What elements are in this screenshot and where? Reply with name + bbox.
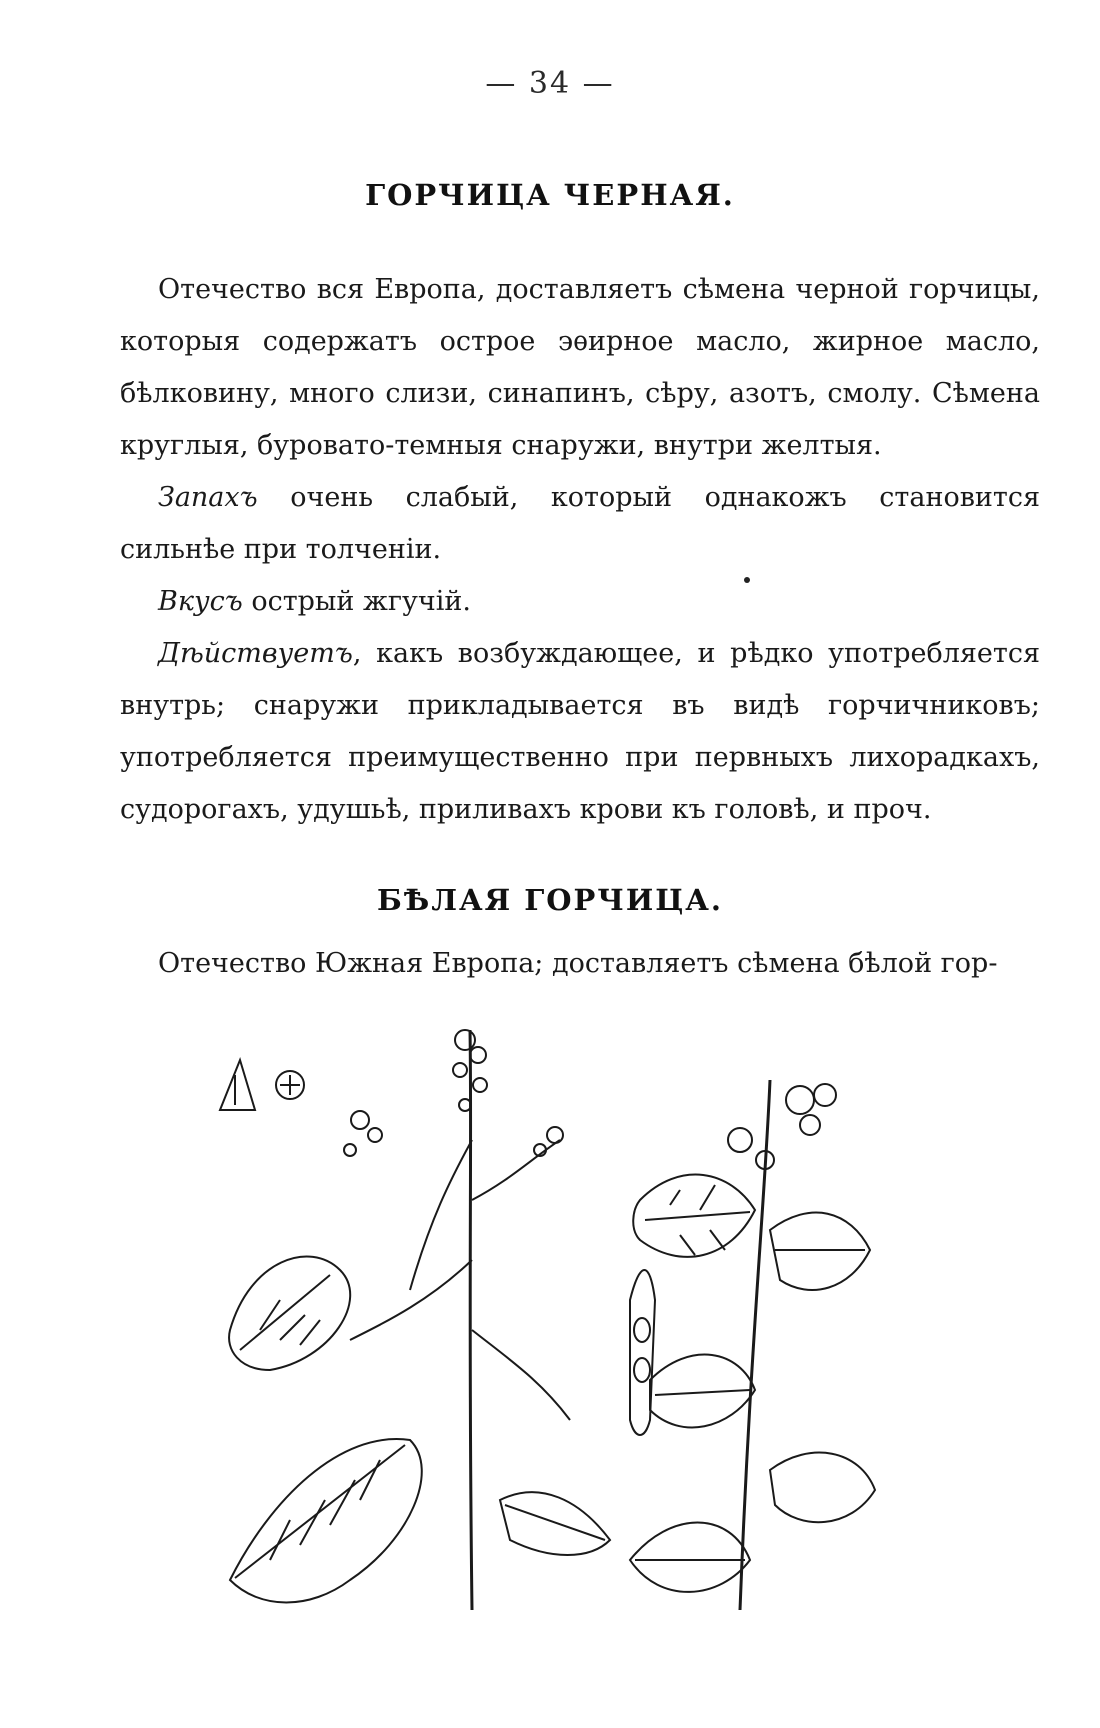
section-body-black-mustard <box>120 264 1040 836</box>
smell-text: очень слабый, который однакожъ становится сильнѣе при толченіи. <box>120 482 1040 565</box>
botanical-illustration <box>210 1000 990 1620</box>
section-title-white-mustard: БѢЛАЯ ГОРЧИЦА. <box>377 883 723 917</box>
ink-speck <box>744 577 750 583</box>
smell-label: Запахъ <box>158 482 258 513</box>
white-mustard-plant-drawing <box>630 1080 875 1610</box>
page-number: — 34 — <box>485 66 615 101</box>
paragraph-origin: Отечество вся Европа, доставляетъ сѣмена черной горчицы, которыя содержатъ острое эѳирное масло, жирное масло, бѣлковину, много слизи, синапинъ, сѣру, азотъ, смолу. Сѣмена круглыя, буровато-темныя снаружи, внутри желтыя. <box>120 274 1040 461</box>
taste-text: острый жгучій. <box>242 586 471 617</box>
paragraph-taste <box>120 576 1040 628</box>
section-body-white-mustard <box>120 938 1040 990</box>
black-mustard-plant-drawing <box>220 1030 610 1610</box>
paragraph-action <box>120 628 1040 836</box>
action-label: Дѣйствуетъ <box>158 638 353 669</box>
section-title-black-mustard: ГОРЧИЦА ЧЕРНАЯ. <box>365 178 735 212</box>
taste-label: Вкусъ <box>158 586 243 617</box>
action-text: , какъ возбуждающее, и рѣдко употребляется внутрь; снаружи прикладывается въ видѣ горчичниковъ; употребляется преимущественно при первныхъ лихорадкахъ, судорогахъ, удушьѣ, приливахъ крови къ головѣ, и проч. <box>120 638 1040 825</box>
paragraph-origin-white: Отечество Южная Европа; доставляетъ сѣмена бѣлой гор- <box>158 948 998 979</box>
paragraph-smell <box>120 472 1040 576</box>
